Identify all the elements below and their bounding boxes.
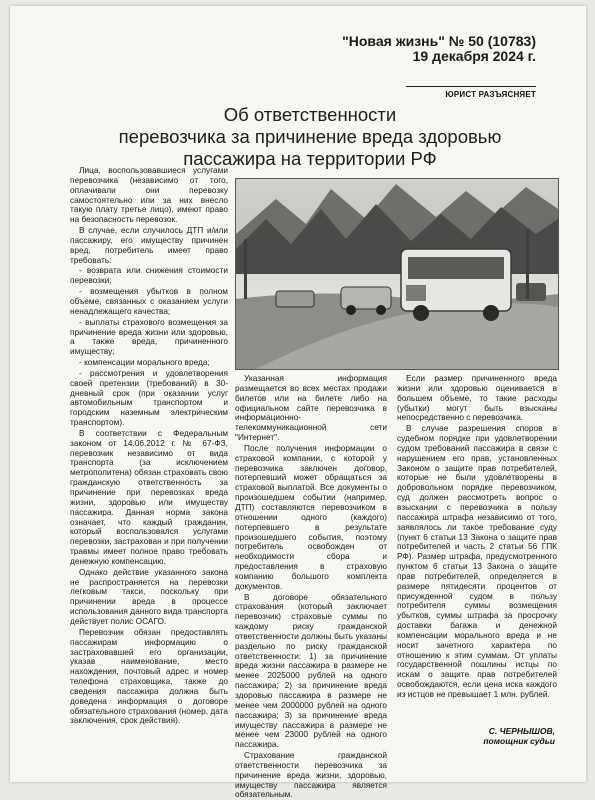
masthead-date: 19 декабря 2024 г. <box>412 48 536 64</box>
paragraph: В договоре обязательного страхования (который заключает перевозчик) страховые суммы по каждому риску гражданской ответственности должны быть указаны раздельно по риску гражданской ответственности: 1) за причинение вреда жизни пассажира в размере не менее 2025000 рублей на одного пассажира; 2) за причинение вреда здоровью пассажира в размере не менее чем 2000000 рублей на одного пассажира; 3) за причинение вреда имуществу пассажира в размере не менее чем 23000 рублей на одного пассажира. <box>235 591 387 750</box>
column-1 <box>70 166 228 746</box>
title-line-2: перевозчика за причинение вреда здоровью <box>118 126 502 147</box>
paragraph: Если размер причиненного вреда жизни или здоровью оценивается в большем объеме, то такие расходы (убытки) могут быть взысканы непосредственно с перевозчика. <box>397 373 557 423</box>
masthead <box>342 34 536 64</box>
column-3 <box>397 374 557 746</box>
title-line-3: пассажира на территории РФ <box>183 148 437 169</box>
winter-road-bus-photo <box>236 179 558 369</box>
masthead-issue: "Новая жизнь" № 50 (10783) <box>342 33 536 49</box>
paragraph: В соответствии с Федеральным законом от 14.06.2012 г. № 67-ФЗ, перевозчик независимо от вида транспорта (за исключением метрополитена) обязан страховать свою гражданскую ответственность за причинение при перевозках вреда жизни, здоровью или имуществу пассажира. Данная норма закона означает, что каждый гражданин, который воспользовался услугами перевозки, застрахован и при получении травмы имеет полное право требовать денежную компенсацию. <box>70 427 228 566</box>
rubric-label: ЮРИСТ РАЗЪЯСНЯЕТ <box>406 86 536 99</box>
article-title <box>80 104 540 170</box>
column-2 <box>235 373 387 800</box>
paragraph: В случае, если случилось ДТП и/или пассажиру, его имуществу причинен вред, потребитель имеет право требовать: <box>70 225 228 265</box>
paragraph: - компенсации морального вреда; <box>79 357 210 368</box>
paragraph: Перевозчик обязан предоставлять пассажирам информацию о застраховавшей его организации, указав наименование, место нахождения, почтовый адрес и номер телефона страховщика, также до сведения пассажира должна быть доведена информация о договоре обязательного страхования (номер, дата заключения, срок действия). <box>70 626 228 726</box>
paragraph: - рассмотрения и удовлетворения своей претензии (требований) в 30-дневный срок (при оказании услуг автомобильным транспортом и городским наземным электрическим транспортом). <box>70 367 228 428</box>
paragraph: Указанная информация размещается во всех местах продажи билетов или на билете либо на официальном сайте перевозчика в информационно-телекоммуникационной сети "Интернет". <box>235 373 387 443</box>
paragraph: - возврата или снижения стоимости перевозки; <box>70 265 228 286</box>
author-role: помощник судьи <box>483 736 555 746</box>
paragraph: После получения информации о страховой компании, с которой у перевозчика заключен договор, потерпевший может обращаться за страховой выплатой. Все документы о произошедшем событии (например, ДТП) составляются перевозчиком в отношении одного (каждого) потерпевшего в результате произошедшего события, поэтому потребитель освобожден от необходимости сбора и предоставления в страховую компанию большого комплекта документов. <box>235 442 387 591</box>
author-signature <box>483 726 555 746</box>
article-body <box>70 165 558 800</box>
newspaper-page <box>10 6 586 800</box>
paragraph: Страхование гражданской ответственности перевозчика за причинение вреда жизни, здоровью, имуществу пассажира является обязательным. <box>235 750 387 800</box>
title-line-1: Об ответственности <box>223 104 397 125</box>
paragraph: - возмещения убытков в полном объеме, связанных с оказанием услуги ненадлежащего качества; <box>70 286 228 316</box>
paragraph: Лица, воспользовавшиеся услугами перевозчика (независимо от того, оплачивали они перевозку самостоятельно или за них внесло такую плату третье лицо), имеют право на безопасность перевозок. <box>70 165 228 225</box>
paragraph: В случае разрешения споров в судебном порядке при удовлетворении судом требований пассажира в связи с нарушением его прав, установленных Законом о защите прав потребителей, которые не были удовлетворены в добровольном порядке перевозчиком, суд должен рассмотреть вопрос о взыскании с перевозчика в пользу пассажира штрафа независимо от того, заявлялось ли такое требование суду (пункт 6 статьи 13 Закона о защите прав потребителей и часть 2 статьи 56 ГПК РФ). Размер штрафа, предусмотренного пунктом 6 статьи 13 Закона о защите прав потребителей, определяется в размере пятидесяти процентов от присужденной судом в пользу потребителя суммы возмещения убытков, суммы штрафа за просрочку доставки багажа и денежной компенсации морального вреда и не носит зачетного характера по отношению к этим суммам. От уплаты государственной пошлины истцы по искам о защите прав потребителей освобождаются, если цена иска каждого из истцов не превышает 1 млн. рублей. <box>397 423 557 699</box>
paragraph: Однако действие указанного закона не распространяется на перевозки легковым такси, поскольку при причинении вреда в процессе использования данного вида транспорта действует полис ОСАГО. <box>70 566 228 626</box>
article-photo <box>235 178 559 370</box>
paragraph: - выплаты страхового возмещения за причинение вреда жизни или здоровью, а также вреда, причиненного имуществу; <box>70 316 228 357</box>
author-name: С. ЧЕРНЫШОВ, <box>488 726 555 736</box>
